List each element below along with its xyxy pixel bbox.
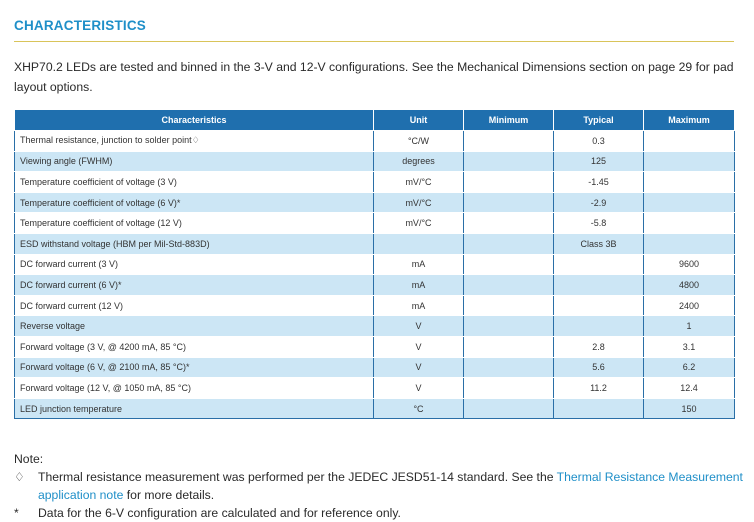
cell-typical: [554, 295, 644, 316]
intro-paragraph: XHP70.2 LEDs are tested and binned in the 3-V and 12-V configurations. See the Mechanical Dimensions section on page 29 for pad layout options.: [14, 60, 734, 94]
cell-characteristic: Temperature coefficient of voltage (6 V)*: [15, 192, 374, 213]
cell-characteristic: Reverse voltage: [15, 316, 374, 337]
notes-section: [14, 450, 744, 522]
diamond-footnote-mark: ♢: [14, 470, 25, 484]
cell-characteristic: Thermal resistance, junction to solder point♢: [15, 131, 374, 152]
cell-minimum: [464, 295, 554, 316]
cell-minimum: [464, 233, 554, 254]
table-row: [15, 295, 735, 316]
cell-unit: mA: [374, 275, 464, 296]
table-row: [15, 192, 735, 213]
header-characteristics: Characteristics: [15, 110, 374, 131]
table-row: [15, 172, 735, 193]
cell-unit: mA: [374, 254, 464, 275]
cell-minimum: [464, 254, 554, 275]
table-row: [15, 131, 735, 152]
cell-maximum: 3.1: [644, 336, 735, 357]
cell-unit: °C/W: [374, 131, 464, 152]
cell-typical: [554, 275, 644, 296]
table-row: [15, 254, 735, 275]
cell-unit: V: [374, 378, 464, 399]
cell-unit: mV/°C: [374, 192, 464, 213]
cell-typical: -5.8: [554, 213, 644, 234]
cell-minimum: [464, 336, 554, 357]
cell-minimum: [464, 378, 554, 399]
cell-minimum: [464, 213, 554, 234]
cell-typical: 2.8: [554, 336, 644, 357]
cell-minimum: [464, 172, 554, 193]
table-row: [15, 275, 735, 296]
cell-unit: V: [374, 336, 464, 357]
cell-unit: degrees: [374, 151, 464, 172]
cell-maximum: [644, 213, 735, 234]
note-item: [14, 504, 744, 522]
cell-maximum: 1: [644, 316, 735, 337]
cell-typical: [554, 316, 644, 337]
cell-maximum: [644, 172, 735, 193]
table-row: [15, 213, 735, 234]
header-unit: Unit: [374, 110, 464, 131]
cell-minimum: [464, 316, 554, 337]
note-text: [38, 468, 744, 504]
cell-unit: mV/°C: [374, 172, 464, 193]
cell-unit: °C: [374, 398, 464, 419]
table-row: [15, 233, 735, 254]
cell-unit: mV/°C: [374, 213, 464, 234]
characteristics-table: [14, 109, 735, 419]
cell-minimum: [464, 275, 554, 296]
cell-maximum: 150: [644, 398, 735, 419]
table-row: [15, 151, 735, 172]
cell-characteristic: LED junction temperature: [15, 398, 374, 419]
asterisk-footnote-mark: *: [14, 506, 19, 520]
table-row: [15, 357, 735, 378]
table-row: [15, 336, 735, 357]
cell-characteristic: DC forward current (6 V)*: [15, 275, 374, 296]
cell-minimum: [464, 131, 554, 152]
header-minimum: Minimum: [464, 110, 554, 131]
cell-maximum: 9600: [644, 254, 735, 275]
cell-characteristic: Forward voltage (12 V, @ 1050 mA, 85 °C): [15, 378, 374, 399]
cell-maximum: 2400: [644, 295, 735, 316]
cell-characteristic: Temperature coefficient of voltage (12 V): [15, 213, 374, 234]
cell-typical: 5.6: [554, 357, 644, 378]
header-typical: Typical: [554, 110, 644, 131]
note-text-before: Thermal resistance measurement was performed per the JEDEC JESD51-14 standard. See the: [38, 470, 557, 484]
cell-maximum: [644, 233, 735, 254]
cell-characteristic: Viewing angle (FWHM): [15, 151, 374, 172]
notes-title: Note:: [14, 452, 44, 466]
note-item: [14, 468, 744, 504]
cell-characteristic: Forward voltage (3 V, @ 4200 mA, 85 °C): [15, 336, 374, 357]
table-body: [15, 131, 735, 419]
thermal-resistance-app-note-link[interactable]: Thermal Resistance Measurement application note: [38, 470, 743, 502]
cell-minimum: [464, 151, 554, 172]
cell-maximum: 6.2: [644, 357, 735, 378]
cell-maximum: 4800: [644, 275, 735, 296]
table-row: [15, 378, 735, 399]
cell-characteristic: Temperature coefficient of voltage (3 V): [15, 172, 374, 193]
table-row: [15, 316, 735, 337]
cell-characteristic: DC forward current (3 V): [15, 254, 374, 275]
cell-characteristic: ESD withstand voltage (HBM per Mil-Std-883D): [15, 233, 374, 254]
header-maximum: Maximum: [644, 110, 735, 131]
section-title: CHARACTERISTICS: [14, 18, 147, 33]
cell-unit: mA: [374, 295, 464, 316]
cell-minimum: [464, 398, 554, 419]
cell-typical: [554, 398, 644, 419]
cell-characteristic: Forward voltage (6 V, @ 2100 mA, 85 °C)*: [15, 357, 374, 378]
cell-typical: Class 3B: [554, 233, 644, 254]
cell-unit: V: [374, 357, 464, 378]
table-row: [15, 398, 735, 419]
cell-maximum: [644, 151, 735, 172]
cell-typical: [554, 254, 644, 275]
note-text-after: for more details.: [123, 488, 215, 502]
cell-minimum: [464, 357, 554, 378]
cell-maximum: 12.4: [644, 378, 735, 399]
cell-typical: 11.2: [554, 378, 644, 399]
cell-typical: -2.9: [554, 192, 644, 213]
cell-maximum: [644, 131, 735, 152]
cell-unit: V: [374, 316, 464, 337]
cell-maximum: [644, 192, 735, 213]
table-header-row: [15, 110, 735, 131]
cell-typical: 0.3: [554, 131, 644, 152]
cell-characteristic: DC forward current (12 V): [15, 295, 374, 316]
cell-typical: 125: [554, 151, 644, 172]
cell-unit: [374, 233, 464, 254]
section-divider: [14, 41, 734, 42]
cell-typical: -1.45: [554, 172, 644, 193]
note-text: Data for the 6-V configuration are calculated and for reference only.: [38, 506, 401, 520]
cell-minimum: [464, 192, 554, 213]
